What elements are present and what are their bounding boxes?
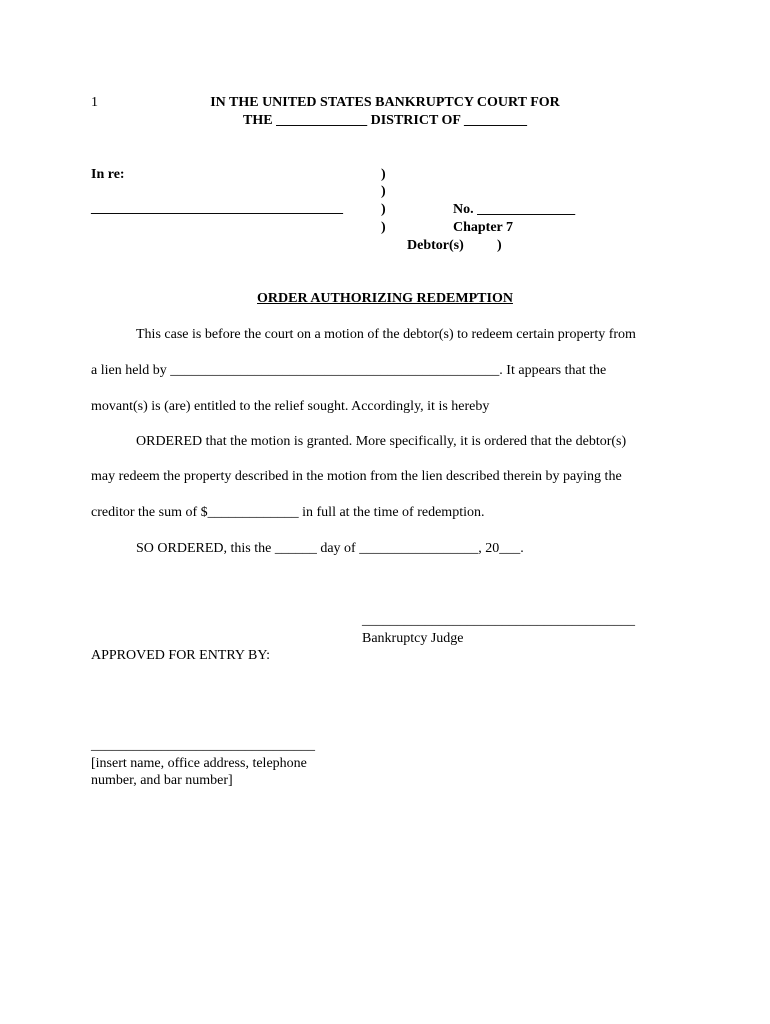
caption-paren-2: ) (381, 184, 386, 199)
approved-label: APPROVED FOR ENTRY BY: (91, 648, 271, 663)
body-line-7: SO ORDERED, this the ______ day of _________________, 20___. (136, 541, 524, 556)
body-line-3: movant(s) is (are) entitled to the relief sought. Accordingly, it is hereby (91, 399, 490, 414)
debtor-paren: ) (497, 238, 502, 253)
line-number: 1 (91, 95, 98, 110)
document-title: ORDER AUTHORIZING REDEMPTION (257, 291, 513, 306)
caption-paren-1: ) (381, 167, 386, 182)
attorney-signature-line: ________________________________ (91, 738, 315, 753)
body-line-1: This case is before the court on a motion of the debtor(s) to redeem certain property from (136, 327, 636, 342)
body-line-4: ORDERED that the motion is granted. More specifically, it is ordered that the debtor(s) (136, 434, 627, 449)
body-line-5: may redeem the property described in the motion from the lien described therein by paying the (91, 469, 622, 484)
caption-paren-4: ) (381, 220, 386, 235)
chapter-label: Chapter 7 (453, 220, 514, 235)
in-re-label: In re: (91, 167, 125, 182)
case-number: No. ______________ (453, 202, 576, 217)
court-title-line2: THE _____________ DISTRICT OF _________ (243, 113, 527, 128)
attorney-info-line-1: [insert name, office address, telephone (91, 756, 307, 771)
judge-label: Bankruptcy Judge (362, 631, 464, 646)
party-name-blank: ____________________________________ (91, 201, 343, 216)
caption-paren-3: ) (381, 202, 386, 217)
body-line-2: a lien held by _______________________________________________. It appears that the (91, 363, 607, 378)
debtor-label: Debtor(s) (407, 238, 464, 253)
body-line-6: creditor the sum of $_____________ in full at the time of redemption. (91, 505, 485, 520)
attorney-info-line-2: number, and bar number] (91, 773, 233, 788)
court-title-line1: IN THE UNITED STATES BANKRUPTCY COURT FOR (210, 95, 560, 110)
judge-signature-line: _______________________________________ (362, 613, 635, 628)
